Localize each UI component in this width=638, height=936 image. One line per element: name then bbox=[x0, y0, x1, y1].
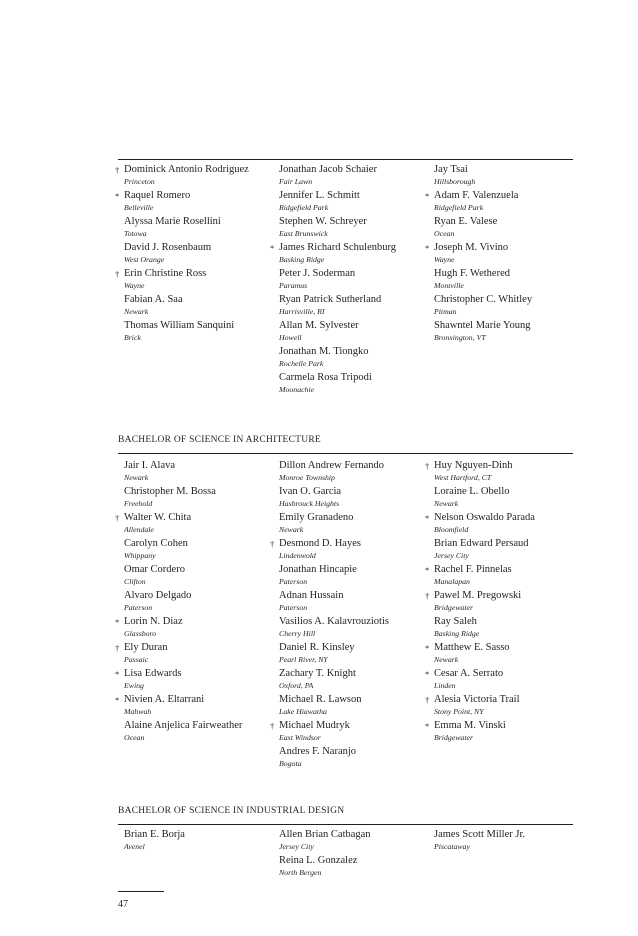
graduate-name: Alaine Anjelica Fairweather bbox=[124, 720, 243, 731]
graduate-entry bbox=[115, 668, 274, 694]
graduate-entry bbox=[279, 190, 429, 216]
graduate-name: Raquel Romero bbox=[124, 190, 191, 201]
graduate-name: Matthew E. Sasso bbox=[434, 642, 510, 653]
graduate-name: Brian E. Borja bbox=[124, 829, 185, 840]
dagger-honor-mark: † bbox=[115, 269, 120, 279]
section-2-column-2 bbox=[270, 460, 429, 772]
graduate-name: Hugh F. Wethered bbox=[434, 268, 510, 279]
graduate-entry bbox=[124, 590, 274, 616]
graduate-hometown: Wayne bbox=[434, 255, 455, 264]
graduate-name: Jonathan Hincapie bbox=[279, 564, 357, 575]
graduate-hometown: Newark bbox=[279, 525, 304, 534]
section-1-column-2 bbox=[270, 164, 429, 398]
graduate-entry bbox=[434, 829, 584, 855]
graduate-hometown: Princeton bbox=[124, 177, 155, 186]
graduate-hometown: Ridgefield Park bbox=[279, 203, 329, 212]
graduate-entry bbox=[279, 460, 429, 486]
graduate-hometown: Newark bbox=[434, 499, 459, 508]
graduate-name: Michael Mudryk bbox=[279, 720, 350, 731]
graduate-hometown: Brick bbox=[124, 333, 141, 342]
graduate-name: Ray Saleh bbox=[434, 616, 477, 627]
graduate-name: Allen Brian Catbagan bbox=[279, 829, 371, 840]
graduate-entry bbox=[279, 642, 429, 668]
asterisk-honor-mark: * bbox=[425, 565, 430, 575]
graduate-name: Jonathan M. Tiongko bbox=[279, 346, 369, 357]
graduate-entry bbox=[434, 216, 584, 242]
graduate-name: Ryan Patrick Sutherland bbox=[279, 294, 382, 305]
graduate-name: Peter J. Soderman bbox=[279, 268, 356, 279]
graduate-hometown: Ridgefield Park bbox=[434, 203, 484, 212]
asterisk-honor-mark: * bbox=[115, 191, 120, 201]
graduate-name: Jonathan Jacob Schaier bbox=[279, 164, 377, 175]
graduate-hometown: Jersey City bbox=[279, 842, 314, 851]
graduate-hometown: Bloomfield bbox=[434, 525, 469, 534]
graduate-entry bbox=[124, 538, 274, 564]
graduate-hometown: West Orange bbox=[124, 255, 165, 264]
graduate-hometown: Allendale bbox=[124, 525, 154, 534]
graduate-entry bbox=[124, 564, 274, 590]
graduate-entry bbox=[434, 538, 584, 564]
graduate-name: Lisa Edwards bbox=[124, 668, 182, 679]
graduate-hometown: Totowa bbox=[124, 229, 147, 238]
graduate-name: Zachary T. Knight bbox=[279, 668, 356, 679]
asterisk-honor-mark: * bbox=[115, 669, 120, 679]
graduate-entry bbox=[434, 320, 584, 346]
graduate-name: Lorin N. Diaz bbox=[124, 616, 183, 627]
graduate-hometown: Lindenwold bbox=[279, 551, 316, 560]
graduate-name: Dillon Andrew Fernando bbox=[279, 460, 384, 471]
graduate-entry bbox=[425, 460, 584, 486]
graduate-name: Nelson Oswaldo Parada bbox=[434, 512, 535, 523]
section-1-column-3 bbox=[425, 164, 584, 346]
graduate-hometown: Ocean bbox=[434, 229, 455, 238]
graduate-hometown: Monroe Township bbox=[279, 473, 335, 482]
graduate-name: James Richard Schulenburg bbox=[279, 242, 397, 253]
graduate-name: Adnan Hussain bbox=[279, 590, 344, 601]
graduate-hometown: Moonachie bbox=[279, 385, 315, 394]
graduate-hometown: Basking Ridge bbox=[434, 629, 480, 638]
footer-rule bbox=[118, 891, 164, 892]
section-1-column-1 bbox=[115, 164, 274, 346]
graduate-name: Andres F. Naranjo bbox=[279, 746, 357, 757]
graduate-name: Thomas William Sanquini bbox=[124, 320, 235, 331]
graduate-hometown: East Windsor bbox=[279, 733, 321, 742]
graduate-entry bbox=[425, 694, 584, 720]
graduate-entry bbox=[279, 855, 429, 881]
graduate-entry bbox=[279, 564, 429, 590]
graduate-entry bbox=[124, 720, 274, 746]
graduate-name: Pawel M. Pregowski bbox=[434, 590, 522, 601]
graduate-hometown: Paterson bbox=[279, 603, 308, 612]
graduate-hometown: Piscataway bbox=[434, 842, 470, 851]
graduate-hometown: Montville bbox=[434, 281, 464, 290]
graduate-entry bbox=[124, 460, 274, 486]
graduate-entry bbox=[124, 242, 274, 268]
graduate-name: Nivien A. Eltarrani bbox=[124, 694, 205, 705]
graduate-hometown: Bridgewater bbox=[434, 603, 473, 612]
graduate-hometown: Clifton bbox=[124, 577, 146, 586]
graduate-entry bbox=[279, 512, 429, 538]
graduate-entry bbox=[279, 694, 429, 720]
graduate-hometown: Ewing bbox=[124, 681, 144, 690]
graduate-name: Shawntel Marie Young bbox=[434, 320, 531, 331]
graduate-name: Jair I. Alava bbox=[124, 460, 176, 471]
graduate-hometown: Whippany bbox=[124, 551, 156, 560]
graduate-name: Vasilios A. Kalavrouziotis bbox=[279, 616, 389, 627]
graduate-entry bbox=[279, 829, 429, 855]
graduate-name: David J. Rosenbaum bbox=[124, 242, 212, 253]
graduate-entry bbox=[124, 320, 274, 346]
graduate-name: Alesia Victoria Trail bbox=[434, 694, 520, 705]
section-title-industrial-design: BACHELOR OF SCIENCE IN INDUSTRIAL DESIGN bbox=[118, 806, 345, 816]
section-title-architecture: BACHELOR OF SCIENCE IN ARCHITECTURE bbox=[118, 435, 321, 445]
dagger-honor-mark: † bbox=[425, 695, 430, 705]
graduate-hometown: Glassboro bbox=[124, 629, 157, 638]
graduate-entry bbox=[270, 720, 429, 746]
graduate-hometown: Cherry Hill bbox=[279, 629, 316, 638]
graduate-hometown: Rochelle Park bbox=[279, 359, 324, 368]
asterisk-honor-mark: * bbox=[115, 617, 120, 627]
graduate-entry bbox=[124, 829, 274, 855]
graduate-name: Rachel F. Pinnelas bbox=[434, 564, 512, 575]
graduate-hometown: Bogota bbox=[279, 759, 302, 768]
graduate-name: Cesar A. Serrato bbox=[434, 668, 504, 679]
graduate-entry bbox=[279, 268, 429, 294]
asterisk-honor-mark: * bbox=[425, 513, 430, 523]
graduate-hometown: Paterson bbox=[279, 577, 308, 586]
graduate-entry bbox=[270, 538, 429, 564]
graduate-entry bbox=[425, 512, 584, 538]
graduate-entry bbox=[279, 590, 429, 616]
graduate-name: Stephen W. Schreyer bbox=[279, 216, 367, 227]
graduate-entry bbox=[434, 294, 584, 320]
graduate-entry bbox=[124, 486, 274, 512]
asterisk-honor-mark: * bbox=[425, 669, 430, 679]
dagger-honor-mark: † bbox=[425, 591, 430, 601]
graduate-hometown: Bronxington, VT bbox=[434, 333, 486, 342]
graduate-name: Carolyn Cohen bbox=[124, 538, 188, 549]
graduate-entry bbox=[270, 242, 429, 268]
section-2-column-3 bbox=[425, 460, 584, 746]
graduate-name: Joseph M. Vivino bbox=[434, 242, 509, 253]
section-2-rule bbox=[118, 453, 573, 454]
dagger-honor-mark: † bbox=[115, 643, 120, 653]
graduate-name: Christopher C. Whitley bbox=[434, 294, 533, 305]
dagger-honor-mark: † bbox=[270, 721, 275, 731]
graduate-entry bbox=[115, 694, 274, 720]
graduate-name: Allan M. Sylvester bbox=[279, 320, 359, 331]
graduate-hometown: Pearl River, NY bbox=[279, 655, 328, 664]
graduate-name: Ivan O. Garcia bbox=[279, 486, 342, 497]
graduate-name: Reina L. Gonzalez bbox=[279, 855, 358, 866]
graduate-name: Omar Cordero bbox=[124, 564, 185, 575]
graduate-name: Fabian A. Saa bbox=[124, 294, 183, 305]
graduate-name: Jay Tsai bbox=[434, 164, 468, 175]
graduate-entry bbox=[425, 720, 584, 746]
asterisk-honor-mark: * bbox=[425, 643, 430, 653]
section-2-column-1 bbox=[115, 460, 274, 746]
graduate-entry bbox=[434, 268, 584, 294]
asterisk-honor-mark: * bbox=[270, 243, 275, 253]
graduate-hometown: Newark bbox=[124, 307, 149, 316]
graduate-hometown: Wayne bbox=[124, 281, 145, 290]
graduate-entry bbox=[434, 486, 584, 512]
graduate-entry bbox=[115, 164, 274, 190]
graduate-name: Ely Duran bbox=[124, 642, 168, 653]
graduate-hometown: Avenel bbox=[124, 842, 145, 851]
section-3-column-2 bbox=[279, 829, 429, 881]
graduate-name: Huy Nguyen-Dinh bbox=[434, 460, 513, 471]
graduate-entry bbox=[279, 372, 429, 398]
section-3-rule bbox=[118, 824, 573, 825]
graduate-name: Alvaro Delgado bbox=[124, 590, 192, 601]
graduate-hometown: Paterson bbox=[124, 603, 153, 612]
graduate-hometown: North Bergen bbox=[279, 868, 322, 877]
graduate-hometown: Passaic bbox=[124, 655, 149, 664]
graduate-name: Erin Christine Ross bbox=[124, 268, 207, 279]
graduate-entry bbox=[425, 590, 584, 616]
graduate-name: Daniel R. Kinsley bbox=[279, 642, 355, 653]
graduate-hometown: Lake Hiawatha bbox=[279, 707, 327, 716]
dagger-honor-mark: † bbox=[425, 461, 430, 471]
graduate-entry bbox=[425, 642, 584, 668]
graduate-entry bbox=[279, 486, 429, 512]
asterisk-honor-mark: * bbox=[425, 721, 430, 731]
graduate-entry bbox=[434, 164, 584, 190]
graduate-name: Emily Granadeno bbox=[279, 512, 354, 523]
graduate-name: James Scott Miller Jr. bbox=[434, 829, 525, 840]
graduate-entry bbox=[279, 164, 429, 190]
graduate-entry bbox=[115, 268, 274, 294]
graduate-name: Dominick Antonio Rodriguez bbox=[124, 164, 249, 175]
graduate-hometown: Mahwah bbox=[124, 707, 152, 716]
graduate-hometown: Pitman bbox=[434, 307, 457, 316]
graduate-hometown: Stony Point, NY bbox=[434, 707, 484, 716]
graduate-entry bbox=[425, 242, 584, 268]
section-3-column-1 bbox=[124, 829, 274, 855]
graduate-hometown: Oxford, PA bbox=[279, 681, 314, 690]
graduate-hometown: West Hartford, CT bbox=[434, 473, 492, 482]
dagger-honor-mark: † bbox=[270, 539, 275, 549]
section-1-rule bbox=[118, 159, 573, 160]
page-number: 47 bbox=[118, 899, 128, 910]
graduate-entry bbox=[279, 668, 429, 694]
graduate-hometown: Freehold bbox=[124, 499, 153, 508]
graduate-hometown: Ocean bbox=[124, 733, 145, 742]
graduate-name: Loraine L. Obello bbox=[434, 486, 510, 497]
graduate-entry bbox=[279, 294, 429, 320]
graduate-entry bbox=[434, 616, 584, 642]
graduate-hometown: Harrisville, RI bbox=[279, 307, 325, 316]
graduate-hometown: Howell bbox=[279, 333, 302, 342]
dagger-honor-mark: † bbox=[115, 165, 120, 175]
graduate-entry bbox=[279, 346, 429, 372]
graduate-entry bbox=[279, 616, 429, 642]
graduate-hometown: Belleville bbox=[124, 203, 154, 212]
graduate-name: Christopher M. Bossa bbox=[124, 486, 216, 497]
graduate-entry bbox=[115, 190, 274, 216]
graduate-hometown: Newark bbox=[434, 655, 459, 664]
graduate-entry bbox=[124, 216, 274, 242]
graduate-entry bbox=[425, 564, 584, 590]
graduate-hometown: Fair Lawn bbox=[279, 177, 313, 186]
dagger-honor-mark: † bbox=[115, 513, 120, 523]
graduate-entry bbox=[115, 616, 274, 642]
asterisk-honor-mark: * bbox=[425, 243, 430, 253]
asterisk-honor-mark: * bbox=[425, 191, 430, 201]
graduate-name: Alyssa Marie Rosellini bbox=[124, 216, 221, 227]
graduate-hometown: Newark bbox=[124, 473, 149, 482]
graduate-name: Jennifer L. Schmitt bbox=[279, 190, 360, 201]
graduate-name: Walter W. Chita bbox=[124, 512, 192, 523]
graduate-hometown: Bridgewater bbox=[434, 733, 473, 742]
graduate-hometown: East Brunswick bbox=[279, 229, 328, 238]
graduate-name: Ryan E. Valese bbox=[434, 216, 498, 227]
asterisk-honor-mark: * bbox=[115, 695, 120, 705]
graduate-hometown: Manalapan bbox=[434, 577, 470, 586]
graduate-name: Michael R. Lawson bbox=[279, 694, 362, 705]
graduate-hometown: Linden bbox=[434, 681, 456, 690]
graduate-hometown: Hasbrouck Heights bbox=[279, 499, 340, 508]
section-3-column-3 bbox=[434, 829, 584, 855]
graduate-entry bbox=[115, 512, 274, 538]
graduate-name: Carmela Rosa Tripodi bbox=[279, 372, 372, 383]
graduate-name: Brian Edward Persaud bbox=[434, 538, 529, 549]
graduate-hometown: Hillsborough bbox=[434, 177, 476, 186]
graduate-entry bbox=[425, 190, 584, 216]
graduate-entry bbox=[279, 746, 429, 772]
graduate-entry bbox=[124, 294, 274, 320]
graduate-entry bbox=[115, 642, 274, 668]
graduate-entry bbox=[279, 320, 429, 346]
graduate-hometown: Jersey City bbox=[434, 551, 469, 560]
graduate-entry bbox=[425, 668, 584, 694]
graduate-hometown: Paramus bbox=[279, 281, 308, 290]
graduate-name: Emma M. Vinski bbox=[434, 720, 506, 731]
graduate-name: Desmond D. Hayes bbox=[279, 538, 361, 549]
graduate-entry bbox=[279, 216, 429, 242]
graduate-name: Adam F. Valenzuela bbox=[434, 190, 519, 201]
graduate-hometown: Basking Ridge bbox=[279, 255, 325, 264]
